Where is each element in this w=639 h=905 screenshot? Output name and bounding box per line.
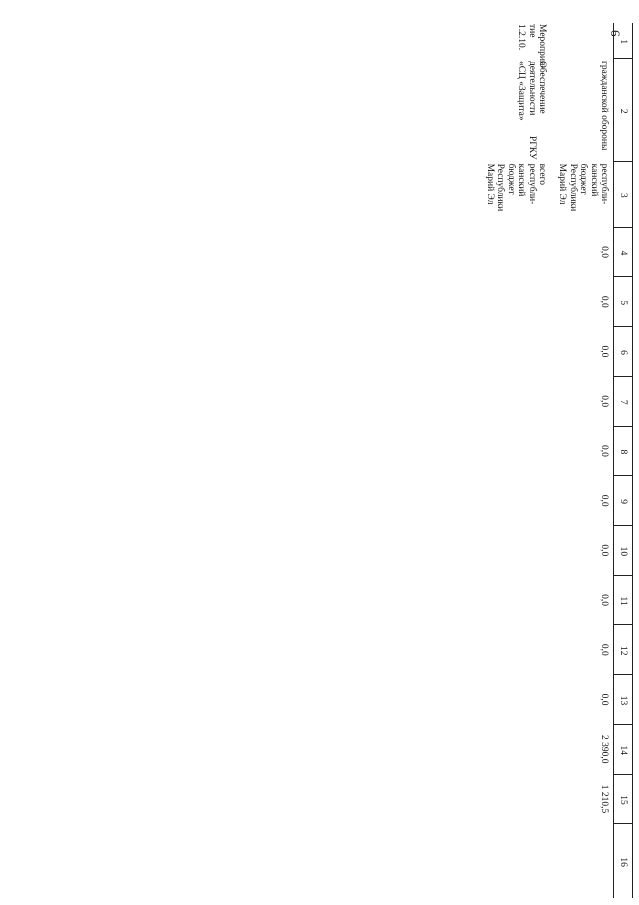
row-value: 0,0: [599, 345, 609, 358]
col-header: 6: [614, 327, 633, 377]
row-source: республи-канский бюджет Республики Марий Эл: [557, 163, 609, 212]
col-header: 1: [614, 23, 633, 59]
table-row: [451, 23, 551, 898]
col-header: 12: [614, 625, 633, 675]
header-row: [614, 23, 633, 898]
col-header: 7: [614, 376, 633, 426]
row-source-line: всего: [537, 163, 547, 185]
col-header: 9: [614, 476, 633, 526]
col-header: 5: [614, 277, 633, 327]
row-value: 0,0: [599, 246, 609, 258]
row-value: 0,0: [599, 494, 609, 507]
row-value: 0,0: [599, 395, 609, 408]
row-source-line: республи-канский бюджет Республики Марий Эл: [484, 163, 537, 212]
row-value: 0,0: [599, 544, 609, 557]
row-value: 0,0: [599, 693, 609, 706]
row-value: 0,0: [599, 444, 609, 457]
col-header: 11: [614, 575, 633, 625]
row-source: [451, 162, 551, 228]
col-header: 10: [614, 526, 633, 576]
table-row: [551, 23, 614, 898]
col-header: 2: [614, 59, 633, 162]
row-code: Мероприя-тие 1.2.10.: [516, 24, 547, 69]
row-code: [551, 23, 614, 59]
col-header: 13: [614, 675, 633, 725]
col-header: 16: [614, 824, 633, 898]
budget-table: [451, 23, 633, 898]
col-header: 3: [614, 162, 633, 228]
row-name: Обеспечение деятельности РГКУ «СЦ «Защита»: [516, 60, 547, 160]
row-value: 0,0: [599, 594, 609, 607]
col-header: 4: [614, 227, 633, 277]
col-header: 15: [614, 774, 633, 824]
row-value: 1 210,5: [599, 784, 609, 814]
col-header: 8: [614, 426, 633, 476]
row-name: гражданской обороны: [599, 60, 609, 151]
row-value: 2 390,0: [599, 734, 609, 764]
row-value: 0,0: [599, 295, 609, 308]
col-header: 14: [614, 724, 633, 774]
row-value: 0,0: [599, 643, 609, 656]
page-number: 6: [608, 30, 623, 37]
